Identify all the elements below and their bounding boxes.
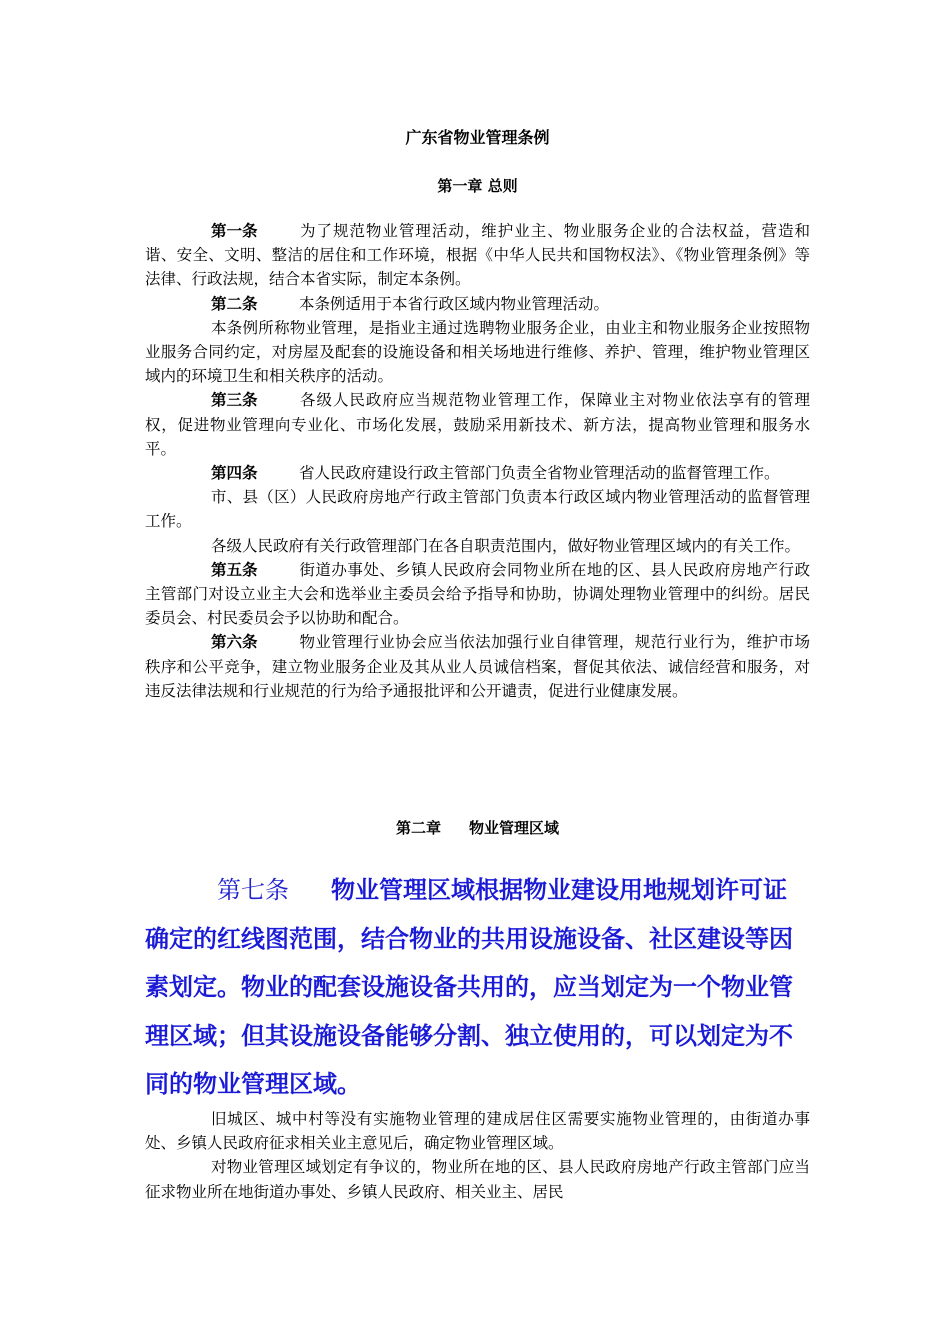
paragraph: 对物业管理区域划定有争议的，物业所在地的区、县人民政府房地产行政主管部门应当征求物业所在地街道办事处、乡镇人民政府、相关业主、居民 [145,1158,810,1201]
paragraph: 市、县（区）人民政府房地产行政主管部门负责本行政区域内物业管理活动的监督管理工作。 [145,488,810,531]
article-text: 物业管理行业协会应当依法加强行业自律管理，规范行业行为，维护市场秩序和公平竞争，建立物业服务企业及其从业人员诚信档案，督促其依法、诚信经营和服务，对违反法律法规和行业规范的行为给予通报批评和公开谴责，促进行业健康发展。 [145,633,810,700]
article-label: 第一条 [211,222,258,240]
chapter-heading-2 [145,816,810,840]
article-1 [145,219,810,292]
article-5 [145,558,810,631]
article-text: 本条例适用于本省行政区域内物业管理活动。 [299,294,610,313]
paragraph: 本条例所称物业管理，是指业主通过选聘物业服务企业，由业主和物业服务企业按照物业服务合同约定，对房屋及配套的设施设备和相关场地进行维修、养护、管理，维护物业管理区域内的环境卫生和相关秩序的活动。 [145,318,810,386]
chapter-1-body [145,219,810,703]
paragraph: 各级人民政府有关行政管理部门在各自职责范围内，做好物业管理区域内的有关工作。 [211,536,801,555]
article-label: 第六条 [211,633,258,652]
chapter-2-body [145,1107,810,1204]
chapter-label: 第二章 [395,819,441,837]
article-2 [145,292,810,316]
chapter-heading-1: 第一章 总则 [437,177,518,195]
article-3 [145,388,810,461]
article-label: 第三条 [211,391,258,410]
article-text: 街道办事处、乡镇人民政府会同物业所在地的区、县人民政府房地产行政主管部门对设立业主大会和选举业主委员会给予指导和协助，协调处理物业管理中的纠纷。居民委员会、村民委员会予以协助和配合。 [145,560,810,628]
chapter-name: 物业管理区域 [469,819,560,837]
article-label: 第五条 [211,560,258,579]
article-text: 省人民政府建设行政主管部门负责全省物业管理活动的监督管理工作。 [299,464,780,483]
article-text: 为了规范物业管理活动，维护业主、物业服务企业的合法权益，营造和谐、安全、文明、整洁的居住和工作环境，根据《中华人民共和国物权法》、《物业管理条例》等法律、行政法规，结合本省实际，制定本条例。 [145,222,810,289]
article-label: 第四条 [211,464,258,483]
article-text: 物业管理区域根据物业建设用地规划许可证确定的红线图范围，结合物业的共用设施设备、社区建设等因素划定。物业的配套设施设备共用的，应当划定为一个物业管理区域；但其设施设备能够分割、独立使用的，可以划定为不同的物业管理区域。 [145,876,793,1098]
article-4 [145,461,810,485]
article-text: 各级人民政府应当规范物业管理工作，保障业主对物业依法享有的管理权，促进物业管理向专业化、市场化发展，鼓励采用新技术、新方法，提高物业管理和服务水平。 [145,391,810,458]
article-label: 第七条 [217,876,289,904]
article-7 [145,866,810,1109]
article-label: 第二条 [211,294,258,313]
article-6 [145,630,810,703]
document-title: 广东省物业管理条例 [405,128,550,147]
paragraph: 旧城区、城中村等没有实施物业管理的建成居住区需要实施物业管理的，由街道办事处、乡镇人民政府征求相关业主意见后，确定物业管理区域。 [145,1110,810,1153]
